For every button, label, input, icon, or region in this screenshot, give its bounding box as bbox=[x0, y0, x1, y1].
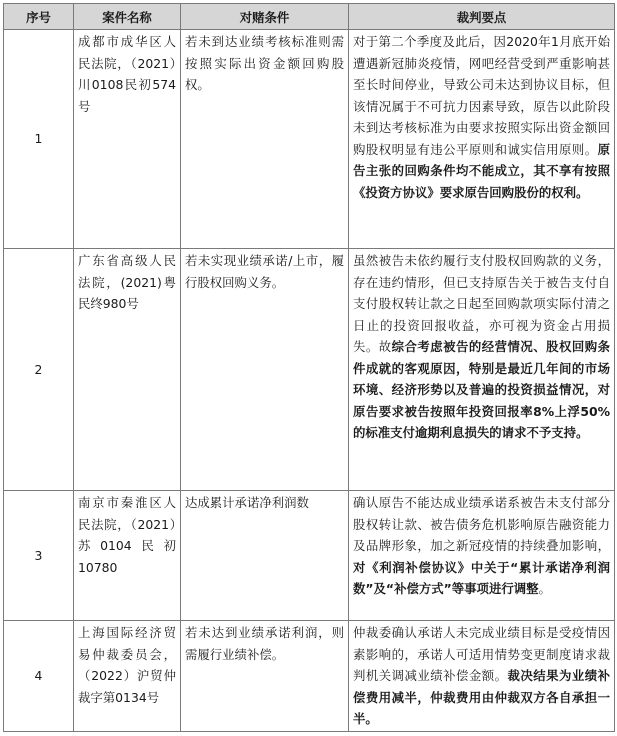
header-case: 案件名称 bbox=[74, 4, 181, 30]
case-name: 南京市秦淮区人民法院，（2021）苏0104民初10780 bbox=[74, 491, 181, 621]
row-number: 4 bbox=[4, 621, 74, 732]
ruling-emphasis: 综合考虑被告的经营情况、股权回购条件成就的客观原因，特别是最近几年间的市场环境、经济形势以及普遍的投资损益情况，对原告要求被告按照年投资回报率8%上浮50%的标准支付逾期利息损失的请求不予支持。 bbox=[353, 339, 611, 440]
case-table bbox=[3, 3, 615, 732]
ruling-emphasis: 原告主张的回购条件均不能成立，其不享有按照《投资方协议》要求原告回购股份的权利。 bbox=[353, 141, 610, 200]
row-number: 2 bbox=[4, 249, 74, 491]
header-row bbox=[4, 4, 615, 30]
header-no: 序号 bbox=[4, 4, 74, 30]
ruling-points bbox=[349, 491, 615, 621]
vam-condition: 若未达到业绩承诺利润，则需履行业绩补偿。 bbox=[181, 621, 349, 732]
table-row bbox=[4, 491, 615, 621]
case-name: 成都市成华区人民法院，（2021）川0108民初574号 bbox=[74, 30, 181, 249]
table-row bbox=[4, 249, 615, 491]
ruling-points bbox=[349, 30, 615, 249]
table-row bbox=[4, 621, 615, 732]
case-name: 上海国际经济贸易仲裁委员会，（2022）沪贸仲裁字第0134号 bbox=[74, 621, 181, 732]
header-condition: 对赌条件 bbox=[181, 4, 349, 30]
ruling-points bbox=[349, 621, 615, 732]
ruling-text: 确认原告不能达成业绩承诺系被告未支付部分股权转让款、被告债务危机影响原告融资能力及品牌形象，加之新冠疫情的持续叠加影响， bbox=[353, 495, 610, 553]
ruling-text: 仲裁委确认承诺人未完成业绩目标是受疫情因素影响的，承诺人可适用情势变更制度请求裁判机关调减业绩补偿金额。 bbox=[353, 625, 610, 683]
ruling-emphasis: 对《利润补偿协议》中关于“累计承诺净利润数”及“补偿方式”等事项进行调整 bbox=[353, 559, 610, 596]
ruling-points bbox=[349, 249, 615, 491]
ruling-tail: 。 bbox=[538, 581, 551, 596]
case-name: 广东省高级人民法院，(2021)粤民终980号 bbox=[74, 249, 181, 491]
ruling-text: 对于第二个季度及此后，因2020年1月底开始遭遇新冠肺炎疫情，网吧经营受到严重影响甚至长时间停业，导致公司未达到协议目标，但该情况属于不可抗力因素导致，原告以此阶段未到达考核标准为由要求按照实际出资金额回购股权明显有违公平原则和诚实信用原则。 bbox=[353, 34, 610, 157]
vam-condition: 达成累计承诺净利润数 bbox=[181, 491, 349, 621]
vam-condition: 若未实现业绩承诺/上市，履行股权回购义务。 bbox=[181, 249, 349, 491]
row-number: 1 bbox=[4, 30, 74, 249]
table-row bbox=[4, 30, 615, 249]
header-ruling: 裁判要点 bbox=[349, 4, 615, 30]
vam-condition: 若未到达业绩考核标准则需按照实际出资金额回购股权。 bbox=[181, 30, 349, 249]
row-number: 3 bbox=[4, 491, 74, 621]
ruling-text: 虽然被告未依约履行支付股权回购款的义务，存在违约情形，但已支持原告关于被告支付自支付股权转让款之日起至回购款项实际付清之日止的投资回报收益，亦可视为资金占用损失。故 bbox=[353, 253, 610, 354]
ruling-emphasis: 裁决结果为业绩补偿费用减半，仲裁费用由仲裁双方各自承担一半。 bbox=[353, 668, 611, 726]
